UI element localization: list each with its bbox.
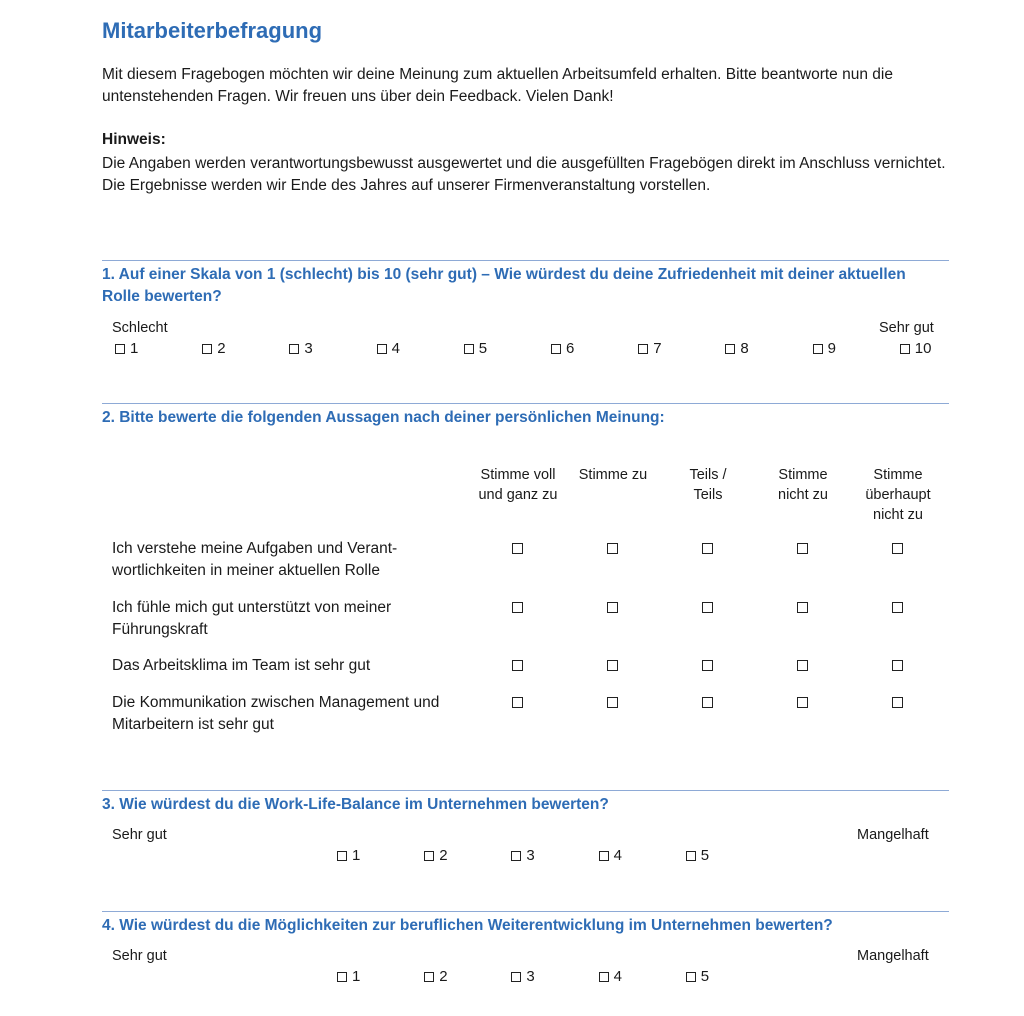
question-2-heading: 2. Bitte bewerte die folgenden Aussagen nach deiner persönlichen Meinung:	[102, 409, 665, 426]
checkbox-icon[interactable]	[797, 543, 808, 554]
q3-option-1[interactable]	[337, 847, 360, 864]
checkbox-icon[interactable]	[900, 344, 910, 354]
checkbox-icon[interactable]	[797, 660, 808, 671]
option-label: 10	[914, 340, 932, 357]
checkbox-icon[interactable]	[892, 660, 903, 671]
option-label: 6	[566, 340, 575, 357]
option-label: 3	[526, 968, 535, 985]
q1-option-4[interactable]	[377, 340, 400, 357]
matrix-statement: Die Kommunikation zwischen Management und Mitarbeitern ist sehr gut	[112, 694, 440, 733]
checkbox-icon[interactable]	[686, 972, 696, 982]
checkbox-icon[interactable]	[607, 660, 618, 671]
option-label: 3	[304, 340, 313, 357]
checkbox-icon[interactable]	[797, 697, 808, 708]
option-label: 8	[740, 340, 749, 357]
intro-text: Mit diesem Fragebogen möchten wir deine Meinung zum aktuellen Arbeitsumfeld erhalten. Bitte beantworte nun die untenstehenden Fragen. Wir freuen uns über dein Feedback. Vielen Dank!	[102, 66, 893, 105]
page-title: Mitarbeiterbefragung	[102, 18, 323, 43]
matrix-column-header: Teils / Teils	[689, 467, 727, 503]
q1-option-7[interactable]	[638, 340, 661, 357]
checkbox-icon[interactable]	[599, 851, 609, 861]
matrix-statement: Ich fühle mich gut unterstützt von meiner Führungskraft	[112, 599, 392, 638]
q1-option-8[interactable]	[725, 340, 748, 357]
option-label: 2	[439, 968, 448, 985]
checkbox-icon[interactable]	[702, 543, 713, 554]
checkbox-icon[interactable]	[607, 543, 618, 554]
checkbox-icon[interactable]	[424, 851, 434, 861]
checkbox-icon[interactable]	[599, 972, 609, 982]
option-label: 9	[827, 340, 836, 357]
option-label: 2	[439, 847, 448, 864]
question-3-heading: 3. Wie würdest du die Work-Life-Balance im Unternehmen bewerten?	[102, 796, 609, 813]
checkbox-icon[interactable]	[686, 851, 696, 861]
checkbox-icon[interactable]	[512, 543, 523, 554]
option-label: 5	[700, 968, 710, 985]
option-label: 7	[653, 340, 662, 357]
option-label: 4	[613, 847, 622, 864]
matrix-column-header: Stimme voll und ganz zu	[478, 467, 558, 503]
checkbox-icon[interactable]	[512, 697, 523, 708]
checkbox-icon[interactable]	[702, 660, 713, 671]
section-divider	[102, 790, 949, 791]
checkbox-icon[interactable]	[607, 697, 618, 708]
section-divider	[102, 911, 949, 912]
option-label: 2	[217, 340, 226, 357]
checkbox-icon[interactable]	[202, 344, 212, 354]
checkbox-icon[interactable]	[813, 344, 823, 354]
matrix-column-header: Stimme nicht zu	[778, 467, 828, 503]
checkbox-icon[interactable]	[512, 660, 523, 671]
option-label: 1	[352, 968, 361, 985]
checkbox-icon[interactable]	[424, 972, 434, 982]
checkbox-icon[interactable]	[337, 851, 347, 861]
question-4-heading: 4. Wie würdest du die Möglichkeiten zur beruflichen Weiterentwicklung im Unternehmen bewerten?	[102, 917, 833, 934]
matrix-statement: Das Arbeitsklima im Team ist sehr gut	[112, 657, 371, 674]
checkbox-icon[interactable]	[892, 602, 903, 613]
checkbox-icon[interactable]	[115, 344, 125, 354]
q1-option-3[interactable]	[289, 340, 312, 357]
checkbox-icon[interactable]	[464, 344, 474, 354]
option-label: 5	[478, 340, 488, 357]
checkbox-icon[interactable]	[377, 344, 387, 354]
option-label: 4	[391, 340, 400, 357]
checkbox-icon[interactable]	[702, 697, 713, 708]
q1-option-5[interactable]	[464, 340, 487, 357]
checkbox-icon[interactable]	[551, 344, 561, 354]
q3-option-2[interactable]	[424, 847, 447, 864]
q1-low-label: Schlecht	[112, 320, 168, 336]
q1-option-9[interactable]	[813, 340, 836, 357]
option-label: 1	[130, 340, 139, 357]
section-divider	[102, 403, 949, 404]
checkbox-icon[interactable]	[892, 543, 903, 554]
option-label: 1	[352, 847, 361, 864]
option-label: 3	[526, 847, 535, 864]
q4-option-1[interactable]	[337, 968, 360, 985]
q4-option-4[interactable]	[599, 968, 622, 985]
matrix-column-header: Stimme überhaupt nicht zu	[865, 467, 931, 523]
hint-label: Hinweis:	[102, 131, 166, 148]
checkbox-icon[interactable]	[337, 972, 347, 982]
q3-option-5[interactable]	[686, 847, 709, 864]
checkbox-icon[interactable]	[892, 697, 903, 708]
q3-high-label: Mangelhaft	[857, 827, 929, 843]
option-label: 5	[700, 847, 710, 864]
matrix-column-header: Stimme zu	[578, 467, 648, 483]
checkbox-icon[interactable]	[289, 344, 299, 354]
q1-option-2[interactable]	[202, 340, 225, 357]
checkbox-icon[interactable]	[702, 602, 713, 613]
q1-option-10[interactable]	[900, 340, 932, 357]
q3-low-label: Sehr gut	[112, 827, 167, 843]
q3-option-3[interactable]	[511, 847, 534, 864]
q4-option-5[interactable]	[686, 968, 709, 985]
q1-option-1[interactable]	[115, 340, 138, 357]
checkbox-icon[interactable]	[797, 602, 808, 613]
q4-high-label: Mangelhaft	[857, 948, 929, 964]
checkbox-icon[interactable]	[511, 851, 521, 861]
q3-option-4[interactable]	[599, 847, 622, 864]
q4-option-3[interactable]	[511, 968, 534, 985]
q1-option-6[interactable]	[551, 340, 574, 357]
checkbox-icon[interactable]	[607, 602, 618, 613]
q1-high-label: Sehr gut	[879, 320, 934, 336]
option-label: 4	[613, 968, 622, 985]
matrix-statement: Ich verstehe meine Aufgaben und Verant-wortlichkeiten in meiner aktuellen Rolle	[112, 540, 398, 579]
hint-text: Die Angaben werden verantwortungsbewusst ausgewertet und die ausgefüllten Fragebögen direkt im Anschluss vernichtet. Die Ergebnisse werden wir Ende des Jahres auf unserer Firmenveranstaltung vorstellen.	[102, 155, 946, 194]
checkbox-icon[interactable]	[638, 344, 648, 354]
q4-low-label: Sehr gut	[112, 948, 167, 964]
question-1-heading: 1. Auf einer Skala von 1 (schlecht) bis 10 (sehr gut) – Wie würdest du deine Zufriedenheit mit deiner aktuellen Rolle bewerten?	[102, 266, 906, 305]
checkbox-icon[interactable]	[725, 344, 735, 354]
checkbox-icon[interactable]	[512, 602, 523, 613]
section-divider	[102, 260, 949, 261]
checkbox-icon[interactable]	[511, 972, 521, 982]
q4-option-2[interactable]	[424, 968, 447, 985]
